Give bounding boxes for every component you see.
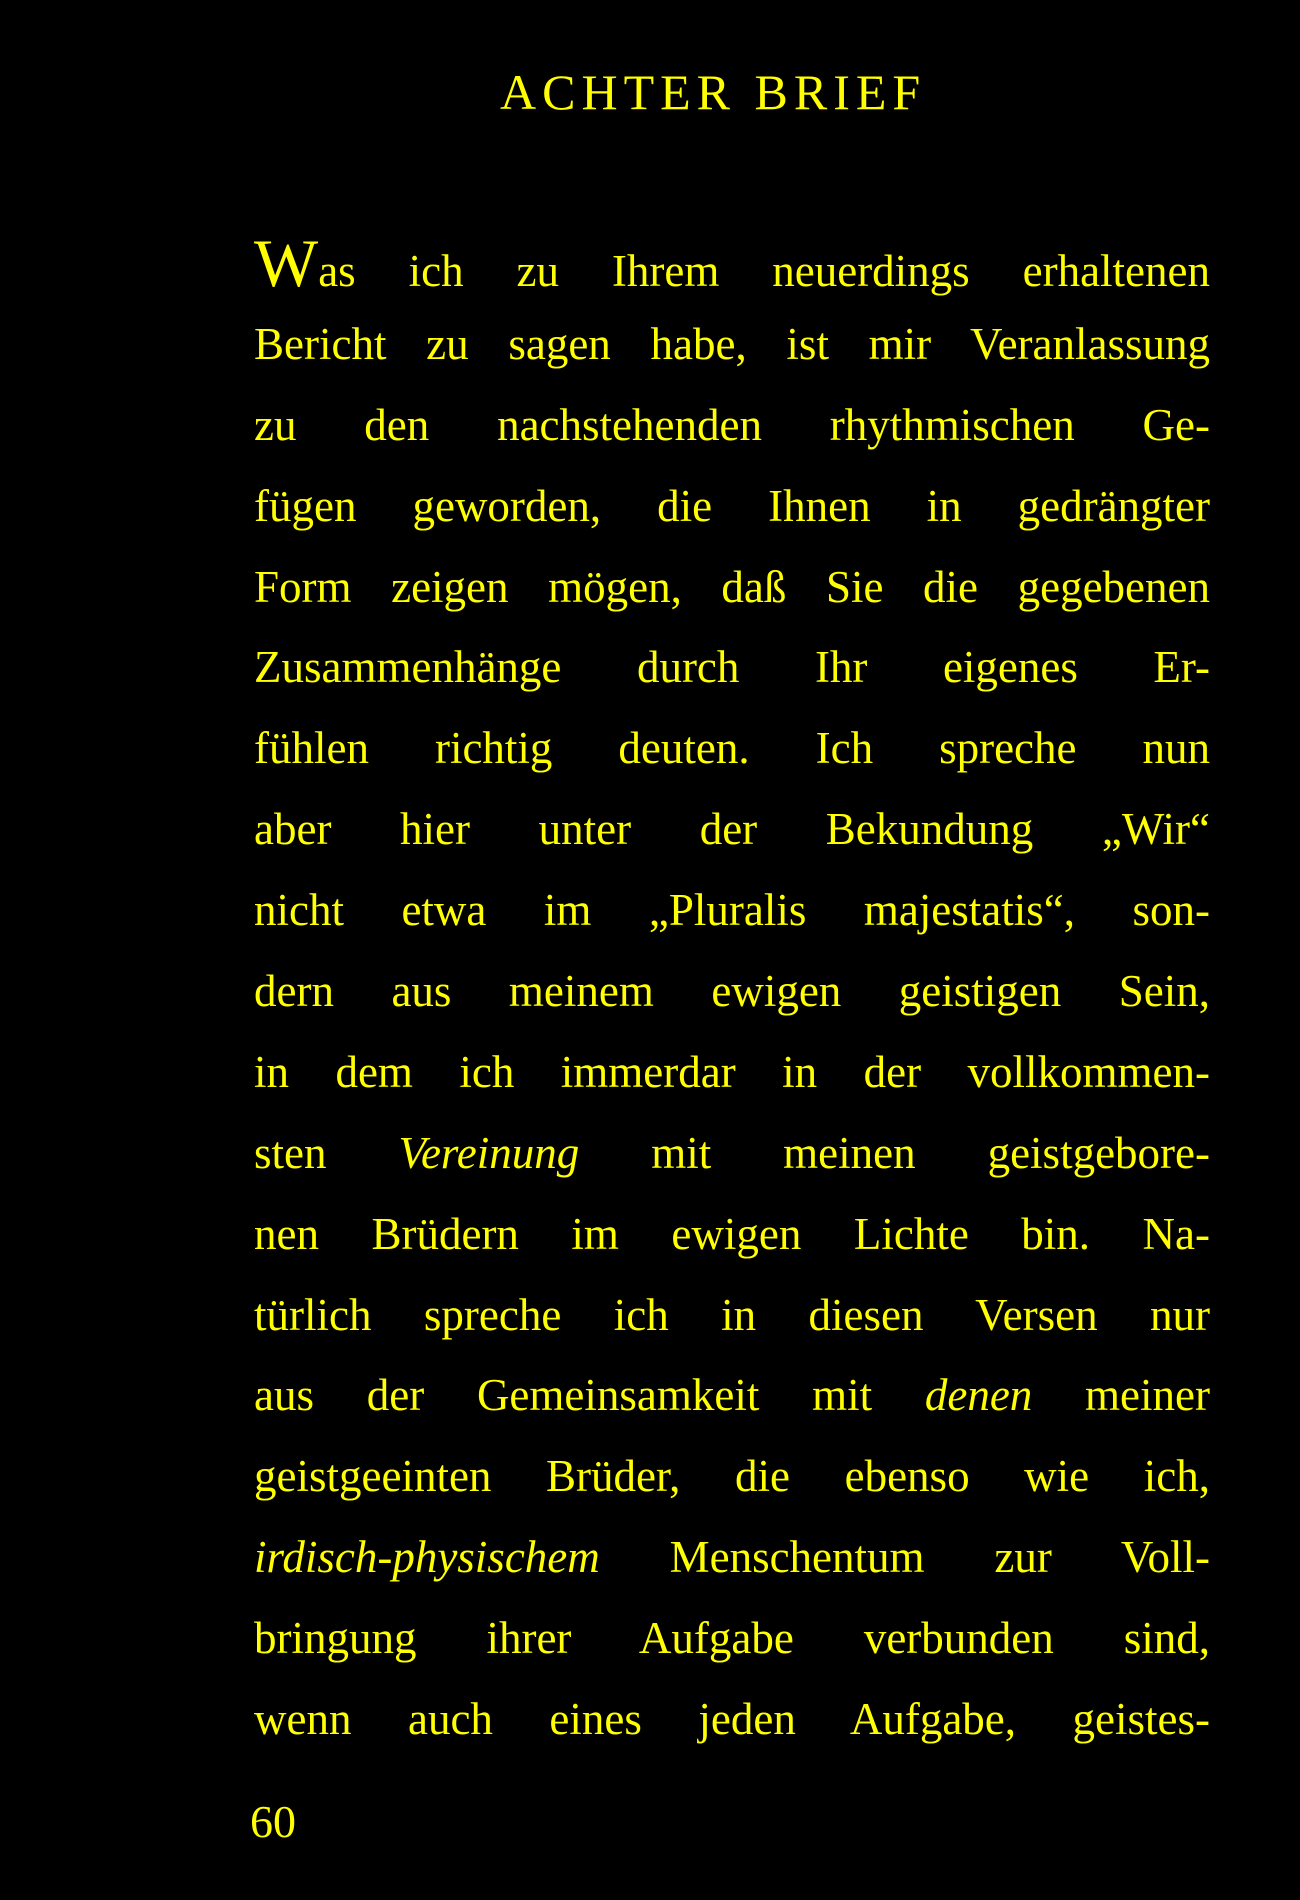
text-segment: Zusammenhänge durch Ihr eigenes Er- bbox=[254, 642, 1210, 693]
text-line bbox=[254, 870, 1210, 951]
emphasized-text: denen bbox=[924, 1370, 1033, 1421]
text-segment: geistgeeinten Brüder, die ebenso wie ich, bbox=[254, 1451, 1210, 1502]
text-line bbox=[254, 385, 1210, 466]
text-segment: mit meinen geistgebore- bbox=[579, 1127, 1210, 1178]
page-number: 60 bbox=[250, 1796, 296, 1847]
emphasized-text: irdisch-physischem bbox=[254, 1532, 600, 1583]
body-text bbox=[254, 223, 1210, 1760]
text-segment: wenn auch eines jeden Aufgabe, geistes- bbox=[254, 1694, 1210, 1745]
text-line bbox=[254, 1436, 1210, 1517]
text-line bbox=[254, 1275, 1210, 1356]
text-line bbox=[254, 1598, 1210, 1679]
text-line bbox=[254, 1194, 1210, 1275]
text-segment: in dem ich immerdar in der vollkommen- bbox=[254, 1046, 1210, 1097]
text-segment: meiner bbox=[1032, 1370, 1210, 1421]
text-segment: dern aus meinem ewigen geistigen Sein, bbox=[254, 966, 1210, 1017]
text-line bbox=[254, 547, 1210, 628]
text-line bbox=[254, 466, 1210, 547]
text-line bbox=[254, 627, 1210, 708]
text-line bbox=[254, 1355, 1210, 1436]
text-segment: fügen geworden, die Ihnen in gedrängter bbox=[254, 480, 1210, 531]
text-line bbox=[254, 789, 1210, 870]
text-line bbox=[254, 1679, 1210, 1760]
text-segment: bringung ihrer Aufgabe verbunden sind, bbox=[254, 1613, 1210, 1664]
text-segment: türlich spreche ich in diesen Versen nur bbox=[254, 1289, 1210, 1340]
text-segment: fühlen richtig deuten. Ich spreche nun bbox=[254, 723, 1210, 774]
emphasized-text: Vereinung bbox=[398, 1127, 580, 1178]
text-segment: sten bbox=[254, 1127, 399, 1178]
text-line bbox=[254, 223, 1210, 304]
text-segment: nicht etwa im „Pluralis majestatis“, son- bbox=[254, 885, 1210, 936]
text-segment: Was ich zu Ihrem neuerdings erhaltenen bbox=[254, 225, 1210, 301]
text-line bbox=[254, 708, 1210, 789]
text-line bbox=[254, 1032, 1210, 1113]
text-segment: nen Brüdern im ewigen Lichte bin. Na- bbox=[254, 1208, 1210, 1259]
text-line bbox=[254, 1517, 1210, 1598]
text-segment: aus der Gemeinsamkeit mit bbox=[254, 1370, 925, 1421]
text-line bbox=[254, 951, 1210, 1032]
text-line bbox=[254, 304, 1210, 385]
text-segment: Menschentum zur Voll- bbox=[599, 1532, 1210, 1583]
text-line bbox=[254, 1113, 1210, 1194]
text-segment: zu den nachstehenden rhythmischen Ge- bbox=[254, 399, 1210, 450]
chapter-heading: ACHTER BRIEF bbox=[500, 64, 927, 120]
text-segment: aber hier unter der Bekundung „Wir“ bbox=[254, 804, 1210, 855]
text-segment: Form zeigen mögen, daß Sie die gegebenen bbox=[254, 561, 1210, 612]
text-segment: Bericht zu sagen habe, ist mir Veranlassung bbox=[254, 318, 1210, 369]
